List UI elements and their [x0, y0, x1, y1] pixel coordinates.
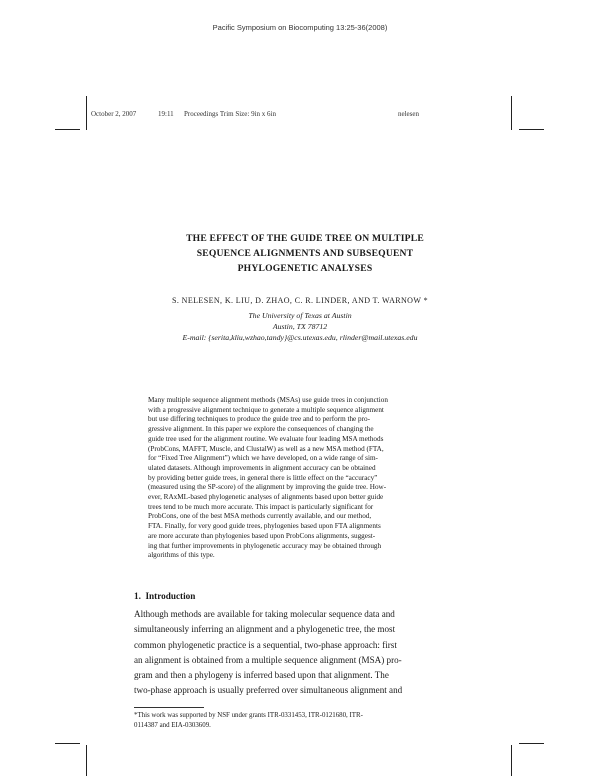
abstract-line: trees tend to be much more accurate. This impact is particularly significant for [148, 502, 374, 511]
section-number: 1. [134, 591, 141, 601]
abstract-line: but use differing techniques to produce the guide tree and to perform the pro- [148, 415, 371, 424]
affiliation-university: The University of Texas at Austin [248, 311, 352, 320]
abstract-line: for “Fixed Tree Alignment”) which we have developed, on a wide range of sim- [148, 454, 378, 463]
body-line: common phylogenetic practice is a sequential, two-phase approach: first [134, 639, 397, 650]
running-head: Pacific Symposium on Biocomputing 13:25-36(2008) [212, 23, 388, 32]
crop-mark-bottom-left-v [86, 745, 87, 776]
footnote-line: 0114387 and EIA-0303609. [134, 721, 211, 729]
title-line: SEQUENCE ALIGNMENTS AND SUBSEQUENT [196, 248, 414, 259]
author-list: S. NELESEN, K. LIU, D. ZHAO, C. R. LINDER, AND T. WARNOW * [172, 296, 428, 305]
footnote-rule [134, 707, 204, 708]
abstract-line: algorithms of this type. [148, 551, 215, 560]
crop-mark-top-right-v [511, 96, 512, 130]
abstract-line: ProbCons, one of the best MSA methods currently available, and our method, [148, 512, 372, 521]
crop-mark-bottom-right-v [511, 745, 512, 776]
abstract-line: guide tree used for the alignment routine. We evaluate four leading MSA methods [148, 434, 384, 443]
title-line: PHYLOGENETIC ANALYSES [237, 263, 373, 274]
body-line: Although methods are available for taking molecular sequence data and [134, 609, 395, 619]
section-title: Introduction [145, 591, 196, 601]
abstract-line: gressive alignment. In this paper we explore the consequences of changing the [148, 425, 374, 434]
footnote [134, 711, 466, 730]
abstract [148, 396, 450, 561]
abstract-line: ever, RAxML-based phylogenetic analyses of alignments based upon better guide [148, 493, 384, 502]
abstract-line: are more accurate than phylogenies based upon ProbCons alignments, suggest- [148, 531, 376, 540]
title-line: THE EFFECT OF THE GUIDE TREE ON MULTIPLE [186, 233, 424, 244]
paper-title [100, 231, 510, 276]
affiliation-city: Austin, TX 78712 [272, 322, 328, 331]
abstract-line: by providing better guide trees, in general there is little effect on the “accuracy” [148, 473, 378, 482]
trim-filename: nelesen [398, 110, 419, 118]
abstract-line: ing that further improvements in phylogenetic accuracy may be obtained through [148, 541, 382, 550]
crop-mark-bottom-left-h [55, 743, 80, 744]
body-line: an alignment is obtained from a multiple sequence alignment (MSA) pro- [134, 654, 402, 665]
abstract-line: Many multiple sequence alignment methods (MSAs) use guide trees in conjunction [148, 396, 388, 404]
crop-mark-top-left-h [55, 129, 80, 130]
introduction-body [134, 607, 466, 699]
abstract-line: (ProbCons, MAFFT, Muscle, and ClustalW) as well as a new MSA method (FTA, [148, 444, 384, 453]
section-heading [134, 591, 195, 601]
crop-mark-bottom-right-h [519, 743, 544, 744]
trim-date: October 2, 2007 [91, 110, 137, 118]
abstract-line: ulated datasets. Although improvements in alignment accuracy can be obtained [148, 463, 376, 472]
crop-mark-top-left-v [86, 96, 87, 130]
trim-proceedings: Proceedings Trim Size: 9in x 6in [184, 110, 276, 118]
abstract-line: FTA. Finally, for very good guide trees, phylogenies based upon FTA alignments [148, 522, 381, 531]
crop-mark-top-right-h [519, 129, 544, 130]
body-line: two-phase approach is usually preferred over simultaneous alignment and [134, 685, 403, 696]
body-line: gram and then a phylogeny is inferred based upon that alignment. The [134, 670, 389, 681]
body-line: simultaneously inferring an alignment and a phylogenetic tree, the most [134, 624, 396, 635]
abstract-line: with a progressive alignment technique to generate a multiple sequence alignment [148, 405, 384, 414]
footnote-line: *This work was supported by NSF under grants ITR-0331453, ITR-0121680, ITR- [134, 712, 363, 719]
affiliation-email: E-mail: {serita,kliu,wzhao,tandy}@cs.utexas.edu, rlinder@mail.utexas.edu [182, 333, 418, 342]
trim-time: 19:11 [158, 110, 174, 118]
abstract-line: (measured using the SP-score) of the alignment by improving the guide tree. How- [148, 483, 387, 492]
